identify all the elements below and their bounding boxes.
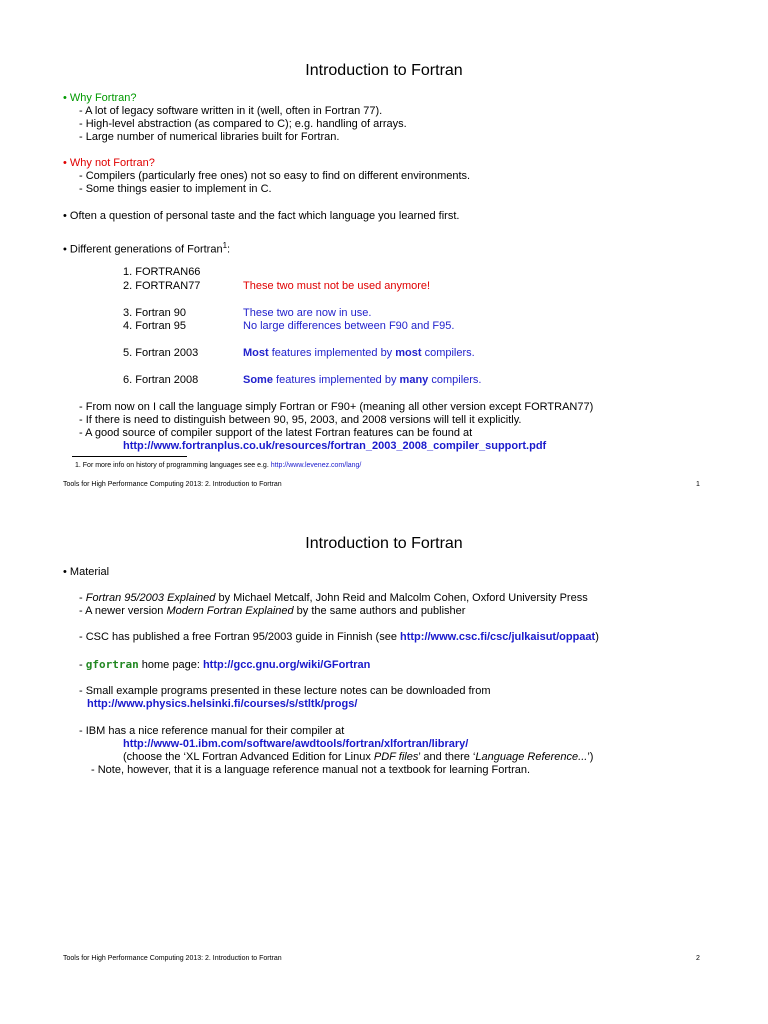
book-item: - A newer version Modern Fortran Explained by the same authors and publisher (79, 605, 466, 617)
generation-item: 5. Fortran 2003 (123, 347, 199, 359)
footnote-link[interactable]: http://www.levenez.com/lang/ (270, 462, 362, 469)
footer-text: Tools for High Performance Computing 2013: 2. Introduction to Fortran (63, 955, 282, 962)
generation-note: Some features implemented by many compilers. (243, 374, 482, 386)
generation-item: 4. Fortran 95 (123, 320, 186, 332)
generation-item: 1. FORTRAN66 (123, 266, 201, 278)
example-programs-item: - Small example programs presented in these lecture notes can be downloaded from (79, 685, 491, 697)
ibm-choose-note: (choose the ‘XL Fortran Advanced Edition for Linux PDF files’ and there ‘Language Reference...’) (123, 751, 594, 763)
slide-1 (0, 0, 768, 500)
example-programs-link[interactable]: http://www.physics.helsinki.fi/courses/s/stltk/progs/ (87, 698, 358, 710)
note-item: - If there is need to distinguish between 90, 95, 2003, and 2008 versions will tell it explicitly. (79, 414, 522, 426)
material-bullet: • Material (63, 566, 110, 578)
csc-link[interactable]: http://www.csc.fi/csc/julkaisut/oppaat (400, 631, 596, 643)
personal-taste-bullet: • Often a question of personal taste and the fact which language you learned first. (63, 210, 460, 222)
generation-item: 3. Fortran 90 (123, 307, 186, 319)
footer-text: Tools for High Performance Computing 2013: 2. Introduction to Fortran (63, 481, 282, 488)
gfortran-name: gfortran (85, 658, 139, 671)
note-item: - From now on I call the language simply Fortran or F90+ (meaning all other version except FORTRAN77) (79, 401, 594, 413)
gfortran-item: - gfortran home page: http://gcc.gnu.org/wiki/GFortran (79, 658, 371, 671)
book-title: Modern Fortran Explained (166, 605, 294, 617)
ibm-item: - IBM has a nice reference manual for their compiler at (79, 725, 345, 737)
slide-title: Introduction to Fortran (305, 62, 463, 79)
why-not-item: - Some things easier to implement in C. (79, 183, 272, 195)
footnote-marker: 1 (222, 241, 228, 250)
generation-note: Most features implemented by most compilers. (243, 347, 475, 359)
page-number: 2 (696, 955, 700, 962)
book-title: Fortran 95/2003 Explained (85, 592, 216, 604)
why-item: - High-level abstraction (as compared to C); e.g. handling of arrays. (79, 118, 407, 130)
generation-item: 2. FORTRAN77 (123, 280, 201, 292)
book-item: - Fortran 95/2003 Explained by Michael Metcalf, John Reid and Malcolm Cohen, Oxford University Press (79, 592, 588, 604)
gfortran-link[interactable]: http://gcc.gnu.org/wiki/GFortran (202, 659, 371, 671)
generation-note: These two must not be used anymore! (243, 280, 431, 292)
why-not-fortran-heading: • Why not Fortran? (63, 157, 155, 169)
why-not-item: - Compilers (particularly free ones) not so easy to find on different environments. (79, 170, 471, 182)
slide-2 (0, 500, 768, 1024)
generation-note: No large differences between F90 and F95. (243, 320, 455, 332)
note-item: - A good source of compiler support of the latest Fortran features can be found at (79, 427, 473, 439)
why-item: - Large number of numerical libraries built for Fortran. (79, 131, 340, 143)
slide-title: Introduction to Fortran (305, 535, 463, 552)
generation-note: These two are now in use. (243, 307, 372, 319)
footnote-divider (72, 456, 187, 457)
why-fortran-heading: • Why Fortran? (63, 92, 137, 104)
page-number: 1 (696, 481, 700, 488)
footnote: 1. For more info on history of programming languages see e.g. http://www.levenez.com/lang/ (75, 462, 362, 469)
csc-guide-item: - CSC has published a free Fortran 95/2003 guide in Finnish (see http://www.csc.fi/csc/julkaisut/oppaat) (79, 631, 599, 643)
generation-item: 6. Fortran 2008 (123, 374, 199, 386)
compiler-support-link[interactable]: http://www.fortranplus.co.uk/resources/fortran_2003_2008_compiler_support.pdf (123, 440, 547, 452)
ibm-link[interactable]: http://www-01.ibm.com/software/awdtools/fortran/xlfortran/library/ (123, 738, 469, 750)
ibm-note: - Note, however, that it is a language reference manual not a textbook for learning Fortran. (91, 764, 531, 776)
generations-bullet: • Different generations of Fortran$^1$: (63, 241, 231, 256)
why-item: - A lot of legacy software written in it (well, often in Fortran 77). (79, 105, 383, 117)
